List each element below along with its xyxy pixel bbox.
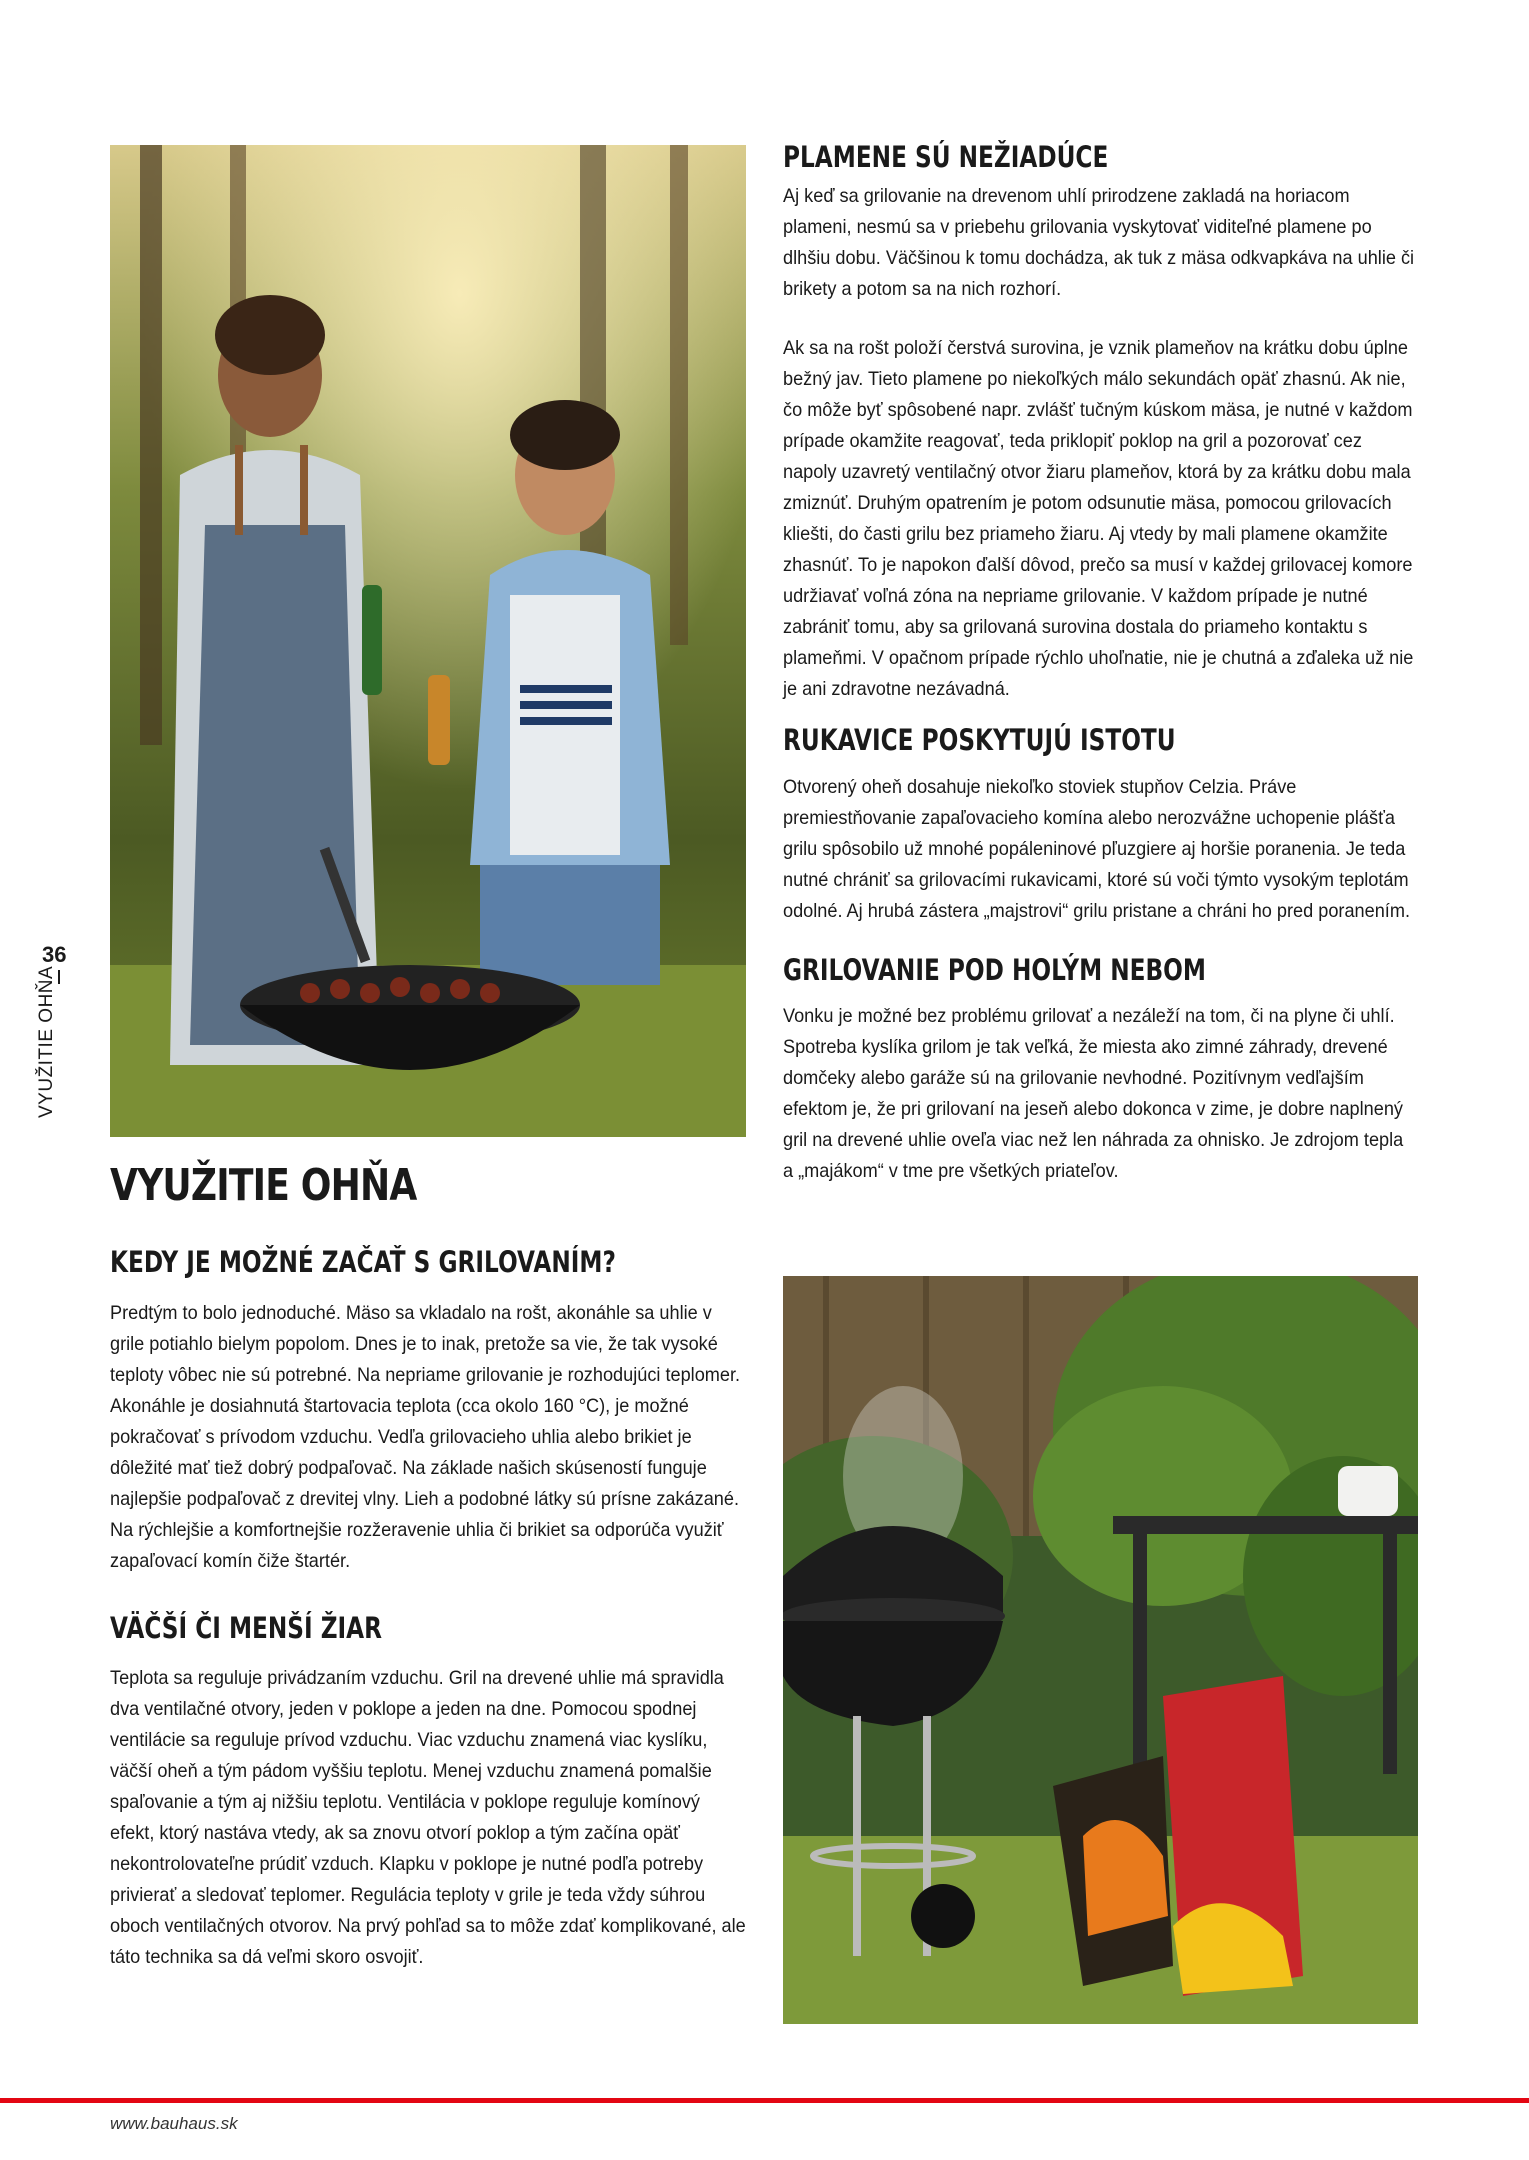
heading-when-to-start: KEDY JE MOŽNÉ ZAČAŤ S GRILOVANÍM? <box>110 1244 616 1279</box>
paragraph-outdoor-grilling: Vonku je možné bez problému grilovať a nezáleží na tom, či na plyne či uhlí. Spotreba kyslíka grilom je tak veľká, že miesta ako zimné záhrady, drevené domčeky alebo garáže sú na grilovanie nevhodné. Pozitívnym vedľajším efektom je, že pri grilovaní na jeseň alebo dokonca v zime, je dobre naplnený gril na drevené uhlie oveľa viac než len náhrada za ohnisko. Je zdrojom tepla a „majákom“ v tme pre všetkých priateľov. <box>783 1005 1404 1183</box>
paragraph-flames-1: Aj keď sa grilovanie na drevenom uhlí prirodzene zakladá na horiacom plameni, nesmú sa v priebehu grilovania vyskytovať viditeľné plamene po dlhšiu dobu. Väčšinou k tomu dochádza, ak tuk z mäsa odkvapkáva na uhlie či brikety a potom sa na nich rozhorí. <box>783 184 1415 300</box>
heading-outdoor-grilling: GRILOVANIE POD HOLÝM NEBOM <box>783 952 1206 987</box>
heading-heat-level: VÄČŠÍ ČI MENŠÍ ŽIAR <box>110 1610 382 1645</box>
heading-flames-unwanted: PLAMENE SÚ NEŽIADÚCE <box>783 140 1109 174</box>
page-number: 36 <box>42 942 67 967</box>
paragraph-heat-level: Teplota sa reguluje privádzaním vzduchu. Gril na drevené uhlie má spravidla dva ventilačné otvory, jeden v poklope a jeden na dne. Pomocou spodnej ventilácie sa reguluje prívod vzduchu. Viac vzduchu znamená viac kyslíku, väčší oheň a tým pádom vyššiu teplotu. Menej vzduchu znamená pomalšie spaľovanie a tým aj nižšiu teplotu. Ventilácia v poklope reguluje komínový efekt, ktorý nastáva vtedy, ak sa znovu otvorí poklop a tým začína opäť nekontrolovateľne prúdiť vzduch. Klapku v poklope je nutné podľa potreby privierať a sledovať teplomer. Regulácia teploty v grile je teda vždy súhrou oboch ventilačných otvorov. Na prvý pohľad sa to môže zdať komplikované, ale táto technika sa dá veľmi skoro osvojiť. <box>110 1667 746 1969</box>
paragraph-when-to-start: Predtým to bolo jednoduché. Mäso sa vkladalo na rošt, akonáhle sa uhlie v grile potiahlo bielym popolom. Dnes je to inak, pretože sa vie, že tak vysoké teploty vôbec nie sú potrebné. Na nepriame grilovanie je rozhodujúci teplomer. Akonáhle je dosiahnutá štartovacia teplota (cca okolo 160 °C), je možné pokračovať s prívodom vzduchu. Vedľa grilovacieho uhlia alebo brikiet je dôležité mať tiež dobrý podpaľovač. Na základe našich skúseností funguje najlepšie podpaľovač z drevitej vlny. Lieh a podobné látky sú prísne zakázané. Na rýchlejšie a komfortnejšie rozžeravenie uhlia či brikiet sa odporúča využiť zapaľovací komín čiže štartér. <box>110 1301 741 1572</box>
section-side-label: VYUŽITIE OHŇA <box>36 965 57 1118</box>
heading-gloves: RUKAVICE POSKYTUJÚ ISTOTU <box>783 722 1176 757</box>
paragraph-flames-2: Ak sa na rošt položí čerstvá surovina, je vznik plameňov na krátku dobu úplne bežný jav. Tieto plamene po niekoľkých málo sekundách opäť zhasnú. Ak nie, čo môže byť spôsobené napr. zvlášť tučným kúskom mäsa, je nutné v každom prípade okamžite reagovať, teda priklopiť poklop na gril a pozorovať cez napoly uzavretý ventilačný otvor žiaru plameňov, ktorá by za krátku dobu mala zmiznúť. Druhým opatrením je potom odsunutie mäsa, pomocou grilovacích kliešti, do časti grilu bez priameho žiaru. Aj vtedy by mali plamene okamžite zhasnúť. To je napokon ďalší dôvod, prečo sa musí v každej grilovacej komore udržiavať voľná zóna na nepriame grilovanie. V každom prípade je nutné zabrániť tomu, aby sa grilovaná surovina dostala do priameho kontaktu s plameňmi. V opačnom prípade rýchlo uhoľnatie, nie je chutná a zďaleka už nie je ani zdravotne nezávadná. <box>783 336 1414 700</box>
page-title: VYUŽITIE OHŇA <box>110 1160 417 1211</box>
left-column <box>110 1160 746 1973</box>
right-column <box>783 140 1418 1187</box>
paragraph-gloves: Otvorený oheň dosahuje niekoľko stoviek stupňov Celzia. Práve premiestňovanie zapaľovacieho komína alebo nerozvážne uchopenie plášťa grilu spôsobilo už mnohé popáleninové pľuzgiere aj horšie poranenia. Je teda nutné chrániť sa grilovacími rukavicami, ktoré sú voči týmto vysokým teplotám odolné. Aj hrubá zástera „majstrovi“ grilu pristane a chráni ho pred poranením. <box>783 775 1411 922</box>
footer-website-link[interactable]: www.bauhaus.sk <box>110 2114 238 2133</box>
footer-red-rule <box>0 2098 1529 2103</box>
garden-grill-photo <box>783 1276 1418 2024</box>
grilling-friends-photo <box>110 145 746 1137</box>
page-number-divider <box>58 970 60 984</box>
